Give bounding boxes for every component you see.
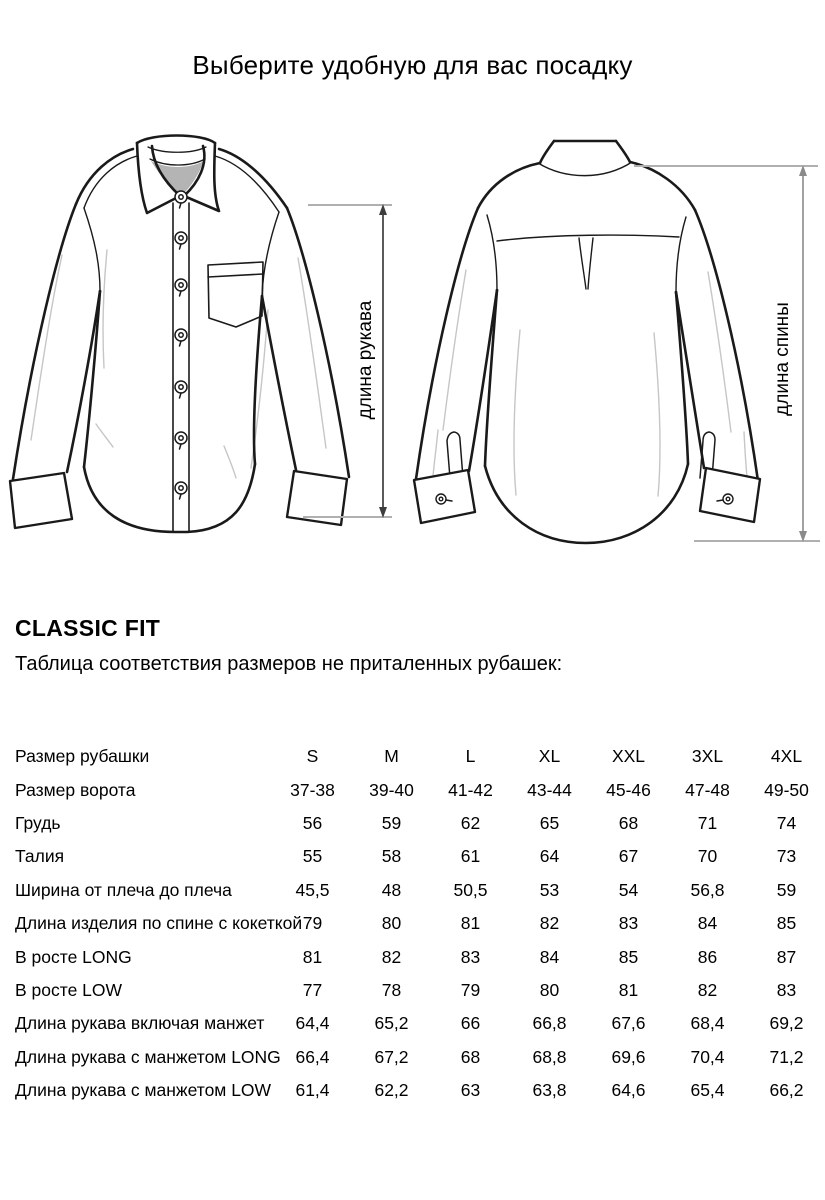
cell-value: 63,8	[532, 1080, 567, 1101]
cell-value: 62	[460, 812, 481, 833]
cell-value: 59	[381, 812, 402, 833]
cell-value: 84	[697, 913, 718, 934]
cell-value: 54	[618, 879, 639, 900]
cell-value: 63	[460, 1080, 481, 1101]
cell-value: 64,4	[295, 1013, 330, 1034]
cell-value: 70	[697, 846, 718, 867]
cell-value: 61	[460, 846, 481, 867]
row-label: Длина рукава с манжетом LOW	[15, 1080, 272, 1101]
shirt-front-drawing	[10, 136, 349, 533]
cell-value: 39-40	[369, 779, 414, 800]
cell-value: 77	[302, 979, 323, 1000]
size-data-row	[15, 974, 825, 1007]
back-length-label: длина спины	[772, 302, 793, 416]
cell-value: 79	[460, 979, 481, 1000]
cell-value: M	[384, 746, 399, 767]
cell-value: 87	[776, 946, 797, 967]
cell-value: 86	[697, 946, 718, 967]
cell-value: 83	[618, 913, 639, 934]
cell-value: 73	[776, 846, 797, 867]
size-header-row	[15, 740, 825, 773]
cell-value: 82	[381, 946, 402, 967]
size-table	[15, 740, 825, 1107]
cell-value: 70,4	[690, 1046, 725, 1067]
row-label: Ширина от плеча до плеча	[15, 879, 232, 900]
row-label: В росте LONG	[15, 946, 132, 967]
row-label: Длина рукава включая манжет	[15, 1013, 265, 1034]
size-data-row	[15, 1007, 825, 1040]
cell-value: 67,2	[374, 1046, 409, 1067]
cell-value: 43-44	[527, 779, 572, 800]
back-crease-lines	[433, 270, 747, 496]
cell-value: 82	[539, 913, 560, 934]
button	[175, 432, 187, 449]
cell-value: 48	[381, 879, 402, 900]
cell-value: 37-38	[290, 779, 335, 800]
cell-value: 47-48	[685, 779, 730, 800]
cell-value: 83	[460, 946, 481, 967]
cell-value: 64,6	[611, 1080, 646, 1101]
cell-value: 62,2	[374, 1080, 409, 1101]
cell-value: 84	[539, 946, 560, 967]
cell-value: 81	[460, 913, 481, 934]
cell-value: L	[465, 746, 476, 767]
front-pocket	[208, 262, 263, 327]
button	[175, 482, 187, 499]
row-label: Талия	[15, 846, 65, 867]
cell-value: 81	[302, 946, 323, 967]
cell-value: 74	[776, 812, 797, 833]
button	[175, 329, 187, 346]
page-title: Выберите удобную для вас посадку	[192, 50, 633, 80]
button	[175, 191, 187, 208]
cell-value: 61,4	[295, 1080, 330, 1101]
cell-value: 69,6	[611, 1046, 646, 1067]
cell-value: 64	[539, 846, 560, 867]
cell-value: 68	[618, 812, 639, 833]
row-label: Длина рукава с манжетом LONG	[15, 1046, 281, 1067]
cell-value: 41-42	[448, 779, 493, 800]
cell-value: 79	[302, 913, 323, 934]
row-label: Размер рубашки	[15, 746, 150, 767]
cell-value: 3XL	[691, 746, 724, 767]
row-label: Длина изделия по спине с кокеткой	[15, 913, 303, 934]
cell-value: 65,2	[374, 1013, 409, 1034]
cell-value: 45,5	[295, 879, 330, 900]
back-seam-lines	[487, 162, 686, 292]
cell-value: 45-46	[606, 779, 651, 800]
cell-value: XXL	[611, 746, 646, 767]
cell-value: 71	[697, 812, 718, 833]
sleeve-length-label: длина рукава	[355, 300, 376, 420]
cell-value: 56,8	[690, 879, 725, 900]
cell-value: 68,8	[532, 1046, 567, 1067]
front-buttons	[175, 191, 187, 499]
size-data-row	[15, 840, 825, 873]
size-data-row	[15, 1041, 825, 1074]
cell-value: 66,8	[532, 1013, 567, 1034]
cell-value: 66	[460, 1013, 481, 1034]
row-label: Размер ворота	[15, 779, 136, 800]
cell-value: 80	[381, 913, 402, 934]
shirt-diagram	[0, 130, 825, 575]
shirt-diagram-svg	[0, 130, 825, 575]
back-cuff-buttons	[436, 494, 733, 504]
cell-value: 71,2	[769, 1046, 804, 1067]
row-label: Грудь	[15, 812, 61, 833]
cell-value: 66,4	[295, 1046, 330, 1067]
cell-value: 53	[539, 879, 560, 900]
cell-value: 67,6	[611, 1013, 646, 1034]
cell-value: 59	[776, 879, 797, 900]
cell-value: XL	[538, 746, 561, 767]
shirt-back-drawing	[414, 141, 760, 543]
button	[175, 279, 187, 296]
cell-value: 85	[776, 913, 797, 934]
size-data-row	[15, 807, 825, 840]
size-data-row	[15, 874, 825, 907]
size-data-row	[15, 940, 825, 973]
fit-section-subtitle: Таблица соответствия размеров не приталенных рубашек:	[15, 653, 563, 675]
cell-value: 68	[460, 1046, 481, 1067]
cell-value: 65	[539, 812, 560, 833]
cell-value: 85	[618, 946, 639, 967]
front-cuffs	[10, 471, 347, 528]
cell-value: S	[306, 746, 319, 767]
cell-value: 55	[302, 846, 323, 867]
cell-value: 80	[539, 979, 560, 1000]
size-data-row	[15, 773, 825, 806]
cell-value: 68,4	[690, 1013, 725, 1034]
button	[175, 232, 187, 249]
cell-value: 67	[618, 846, 639, 867]
fit-section-heading: CLASSIC FIT	[15, 615, 161, 641]
cell-value: 82	[697, 979, 718, 1000]
cell-value: 81	[618, 979, 639, 1000]
cell-value: 69,2	[769, 1013, 804, 1034]
cell-value: 56	[302, 812, 323, 833]
cell-value: 78	[381, 979, 402, 1000]
button	[175, 381, 187, 398]
cell-value: 58	[381, 846, 402, 867]
size-table-body	[15, 740, 825, 1107]
cell-value: 83	[776, 979, 797, 1000]
cell-value: 49-50	[764, 779, 809, 800]
cell-value: 4XL	[770, 746, 803, 767]
cell-value: 50,5	[453, 879, 488, 900]
row-label: В росте LOW	[15, 979, 123, 1000]
cell-value: 66,2	[769, 1080, 804, 1101]
size-data-row	[15, 1074, 825, 1107]
cell-value: 65,4	[690, 1080, 725, 1101]
size-data-row	[15, 907, 825, 940]
back-cuffs	[414, 468, 760, 523]
